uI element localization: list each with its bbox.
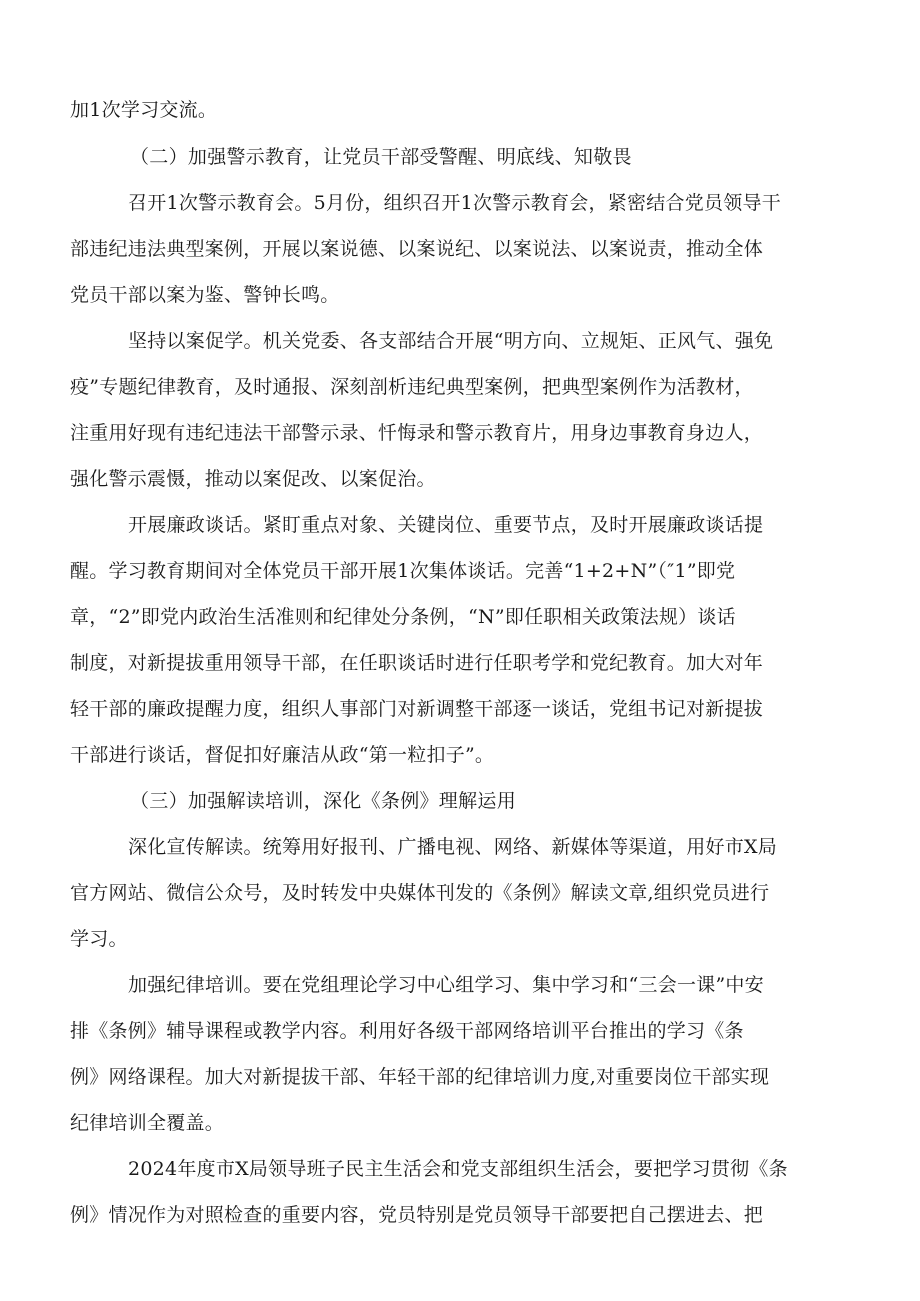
text-line: 醒。学习教育期间对全体党员干部开展1次集体谈话。完善“1+2+N”（″1”即党 bbox=[70, 560, 736, 582]
text-line: 开展廉政谈话。紧盯重点对象、关键岗位、重要节点，及时开展廉政谈话提 bbox=[128, 514, 764, 536]
text-line: 排《条例》辅导课程或教学内容。利用好各级干部网络培训平台推出的学习《条 bbox=[70, 1020, 744, 1042]
text-line: 深化宣传解读。统筹用好报刊、广播电视、网络、新媒体等渠道，用好市X局 bbox=[128, 836, 778, 858]
text-line: 章，“2”即党内政治生活准则和纪律处分条例，“N”即任职相关政策法规）谈话 bbox=[70, 606, 736, 628]
text-line: 部违纪违法典型案例，开展以案说德、以案说纪、以案说法、以案说责，推动全体 bbox=[70, 238, 764, 260]
text-line: 制度，对新提拔重用领导干部，在任职谈话时进行任职考学和党纪教育。加大对年 bbox=[70, 652, 764, 674]
section-heading-2: （二）加强警示教育，让党员干部受警醒、明底线、知敬畏 bbox=[130, 146, 632, 168]
text-line: 加强纪律培训。要在党组理论学习中心组学习、集中学习和“三会一课”中安 bbox=[128, 974, 764, 996]
text-line: 例》网络课程。加大对新提拔干部、年轻干部的纪律培训力度,对重要岗位干部实现 bbox=[70, 1066, 770, 1088]
section-heading-3: （三）加强解读培训，深化《条例》理解运用 bbox=[130, 790, 517, 812]
text-line: 轻干部的廉政提醒力度，组织人事部门对新调整干部逐一谈话，党组书记对新提拔 bbox=[70, 698, 764, 720]
text-line: 强化警示震慑，推动以案促改、以案促治。 bbox=[70, 468, 436, 490]
text-line: 例》情况作为对照检查的重要内容，党员特别是党员领导干部要把自己摆进去、把 bbox=[70, 1204, 764, 1226]
text-line: 坚持以案促学。机关党委、各支部结合开展“明方向、立规矩、正风气、强免 bbox=[128, 330, 774, 352]
text-line: 纪律培训全覆盖。 bbox=[70, 1112, 225, 1134]
text-line: 加1次学习交流。 bbox=[70, 99, 218, 121]
text-line: 疫”专题纪律教育，及时通报、深刻剖析违纪典型案例，把典型案例作为活教材， bbox=[70, 376, 754, 398]
text-line: 官方网站、微信公众号，及时转发中央媒体刊发的《条例》解读文章,组织党员进行 bbox=[70, 882, 770, 904]
text-line: 干部进行谈话，督促扣好廉洁从政“第一粒扣子”。 bbox=[70, 744, 495, 766]
text-line: 2024年度市X局领导班子民主生活会和党支部组织生活会，要把学习贯彻《条 bbox=[128, 1158, 788, 1180]
text-line: 党员干部以案为鉴、警钟长鸣。 bbox=[70, 284, 340, 306]
text-line: 学习。 bbox=[70, 928, 128, 950]
text-line: 召开1次警示教育会。5月份，组织召开1次警示教育会，紧密结合党员领导干 bbox=[128, 192, 782, 214]
text-line: 注重用好现有违纪违法干部警示录、忏悔录和警示教育片，用身边事教育身边人， bbox=[70, 422, 764, 444]
